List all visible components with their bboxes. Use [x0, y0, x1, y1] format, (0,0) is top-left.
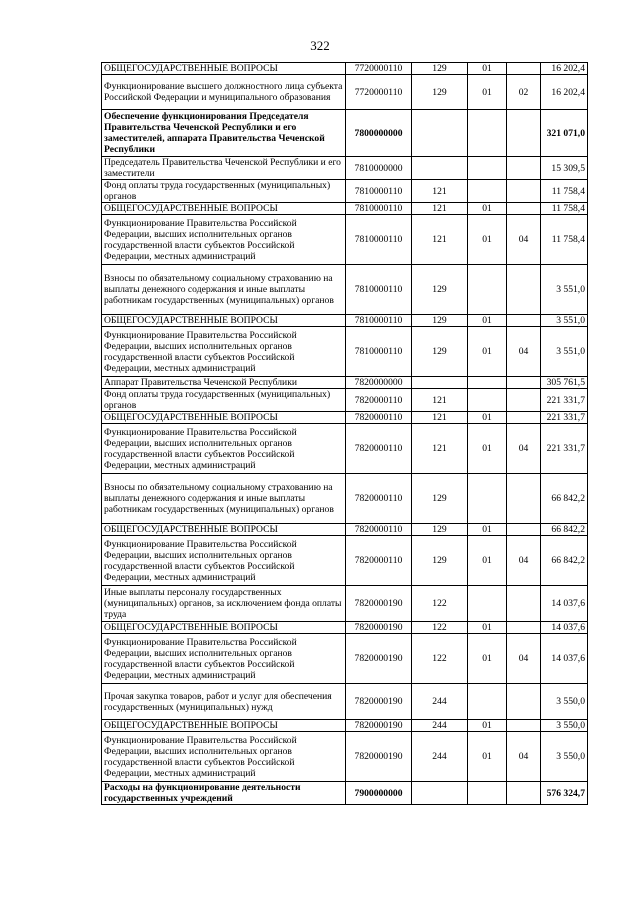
row-code: 7720000110: [346, 75, 412, 110]
row-vr: 244: [412, 684, 468, 720]
row-pr: 04: [507, 732, 541, 782]
row-code: 7820000000: [346, 377, 412, 389]
row-sum: 3 551,0: [541, 265, 588, 315]
row-rz: 01: [468, 315, 507, 327]
row-rz: [468, 265, 507, 315]
row-code: 7810000110: [346, 265, 412, 315]
row-sum: 14 037,6: [541, 622, 588, 634]
table-row: [102, 157, 588, 180]
row-pr: [507, 586, 541, 622]
row-vr: 129: [412, 63, 468, 75]
table-row: [102, 110, 588, 157]
table-row: [102, 203, 588, 215]
row-code: 7820000190: [346, 732, 412, 782]
row-rz: 01: [468, 203, 507, 215]
row-rz: 01: [468, 536, 507, 586]
row-sum: 321 071,0: [541, 110, 588, 157]
row-rz: [468, 684, 507, 720]
row-name: Аппарат Правительства Чеченской Республики: [102, 377, 346, 389]
row-name: ОБЩЕГОСУДАРСТВЕННЫЕ ВОПРОСЫ: [102, 203, 346, 215]
row-pr: [507, 720, 541, 732]
page-number: 322: [310, 38, 330, 53]
row-rz: 01: [468, 424, 507, 474]
row-pr: [507, 265, 541, 315]
row-sum: 3 550,0: [541, 720, 588, 732]
row-code: 7820000190: [346, 622, 412, 634]
row-pr: [507, 110, 541, 157]
row-pr: [507, 315, 541, 327]
row-sum: 15 309,5: [541, 157, 588, 180]
row-name: Функционирование Правительства Российской Федерации, высших исполнительных органов государственной власти субъектов Российской Федерации, местных администраций: [102, 424, 346, 474]
table-row: [102, 412, 588, 424]
row-sum: 3 551,0: [541, 327, 588, 377]
table-row: [102, 180, 588, 203]
row-code: 7810000110: [346, 327, 412, 377]
row-name: ОБЩЕГОСУДАРСТВЕННЫЕ ВОПРОСЫ: [102, 524, 346, 536]
row-code: 7720000110: [346, 63, 412, 75]
row-pr: [507, 474, 541, 524]
row-name: Взносы по обязательному социальному страхованию на выплаты денежного содержания и иные выплаты работникам государственных (муниципальных) органов: [102, 474, 346, 524]
row-name: Функционирование Правительства Российской Федерации, высших исполнительных органов государственной власти субъектов Российской Федерации, местных администраций: [102, 536, 346, 586]
row-rz: 01: [468, 720, 507, 732]
row-code: 7810000000: [346, 157, 412, 180]
row-name: Функционирование Правительства Российской Федерации, высших исполнительных органов государственной власти субъектов Российской Федерации, местных администраций: [102, 215, 346, 265]
row-rz: [468, 377, 507, 389]
table-row: [102, 536, 588, 586]
row-rz: [468, 157, 507, 180]
row-pr: 04: [507, 634, 541, 684]
row-name: ОБЩЕГОСУДАРСТВЕННЫЕ ВОПРОСЫ: [102, 412, 346, 424]
row-name: Функционирование Правительства Российской Федерации, высших исполнительных органов государственной власти субъектов Российской Федерации, местных администраций: [102, 732, 346, 782]
row-pr: [507, 157, 541, 180]
table-row: [102, 315, 588, 327]
row-name: Обеспечение функционирования Председателя Правительства Чеченской Республики и его заместителей, аппарата Правительства Чеченской Республики: [102, 110, 346, 157]
table-row: [102, 684, 588, 720]
row-rz: [468, 180, 507, 203]
row-name: Иные выплаты персоналу государственных (муниципальных) органов, за исключением фонда оплаты труда: [102, 586, 346, 622]
table-row: [102, 327, 588, 377]
row-pr: 02: [507, 75, 541, 110]
row-pr: [507, 412, 541, 424]
row-rz: [468, 110, 507, 157]
row-sum: 14 037,6: [541, 586, 588, 622]
row-vr: 244: [412, 732, 468, 782]
row-vr: [412, 377, 468, 389]
row-pr: [507, 63, 541, 75]
table-row: [102, 634, 588, 684]
row-sum: 305 761,5: [541, 377, 588, 389]
row-code: 7820000110: [346, 412, 412, 424]
row-vr: 129: [412, 474, 468, 524]
row-pr: [507, 203, 541, 215]
row-pr: [507, 389, 541, 412]
row-code: 7820000190: [346, 684, 412, 720]
row-code: 7820000190: [346, 720, 412, 732]
row-code: 7810000110: [346, 203, 412, 215]
row-code: 7820000190: [346, 634, 412, 684]
row-code: 7810000110: [346, 180, 412, 203]
table-row: [102, 75, 588, 110]
row-vr: 129: [412, 327, 468, 377]
row-name: Фонд оплаты труда государственных (муниципальных) органов: [102, 389, 346, 412]
row-pr: 04: [507, 424, 541, 474]
row-vr: 122: [412, 586, 468, 622]
row-sum: 3 551,0: [541, 315, 588, 327]
row-vr: 129: [412, 315, 468, 327]
row-pr: [507, 180, 541, 203]
row-vr: 129: [412, 75, 468, 110]
row-code: 7820000110: [346, 389, 412, 412]
row-name: Расходы на функционирование деятельности государственных учреждений: [102, 782, 346, 805]
row-sum: 221 331,7: [541, 389, 588, 412]
table-row: [102, 732, 588, 782]
row-sum: 16 202,4: [541, 63, 588, 75]
row-rz: [468, 389, 507, 412]
row-vr: 121: [412, 180, 468, 203]
table-row: [102, 474, 588, 524]
table-row: [102, 424, 588, 474]
row-code: 7820000110: [346, 536, 412, 586]
row-name: Прочая закупка товаров, работ и услуг для обеспечения государственных (муниципальных) нужд: [102, 684, 346, 720]
row-sum: 11 758,4: [541, 180, 588, 203]
row-vr: 121: [412, 215, 468, 265]
table-row: [102, 586, 588, 622]
row-code: 7820000110: [346, 524, 412, 536]
row-sum: 66 842,2: [541, 536, 588, 586]
row-rz: 01: [468, 524, 507, 536]
row-vr: 122: [412, 622, 468, 634]
row-pr: [507, 782, 541, 805]
row-code: 7800000000: [346, 110, 412, 157]
table-row: [102, 215, 588, 265]
row-pr: [507, 622, 541, 634]
row-name: ОБЩЕГОСУДАРСТВЕННЫЕ ВОПРОСЫ: [102, 315, 346, 327]
row-pr: [507, 684, 541, 720]
row-name: ОБЩЕГОСУДАРСТВЕННЫЕ ВОПРОСЫ: [102, 63, 346, 75]
table-row: [102, 265, 588, 315]
row-rz: 01: [468, 622, 507, 634]
row-sum: 11 758,4: [541, 215, 588, 265]
row-sum: 221 331,7: [541, 412, 588, 424]
table-row: [102, 377, 588, 389]
row-vr: [412, 110, 468, 157]
row-vr: [412, 157, 468, 180]
row-rz: 01: [468, 732, 507, 782]
row-name: Председатель Правительства Чеченской Республики и его заместители: [102, 157, 346, 180]
row-code: 7820000110: [346, 474, 412, 524]
row-code: 7820000190: [346, 586, 412, 622]
row-rz: 01: [468, 215, 507, 265]
row-vr: 129: [412, 536, 468, 586]
row-sum: 66 842,2: [541, 524, 588, 536]
row-rz: [468, 782, 507, 805]
row-sum: 3 550,0: [541, 684, 588, 720]
row-vr: 121: [412, 389, 468, 412]
row-sum: 66 842,2: [541, 474, 588, 524]
row-code: 7900000000: [346, 782, 412, 805]
row-rz: 01: [468, 634, 507, 684]
budget-table-body: [102, 63, 588, 805]
row-name: ОБЩЕГОСУДАРСТВЕННЫЕ ВОПРОСЫ: [102, 720, 346, 732]
table-row: [102, 389, 588, 412]
row-name: Взносы по обязательному социальному страхованию на выплаты денежного содержания и иные выплаты работникам государственных (муниципальных) органов: [102, 265, 346, 315]
row-sum: 3 550,0: [541, 732, 588, 782]
budget-table: [101, 62, 588, 805]
row-sum: 221 331,7: [541, 424, 588, 474]
row-code: 7810000110: [346, 215, 412, 265]
row-vr: 129: [412, 524, 468, 536]
row-vr: [412, 782, 468, 805]
row-name: Функционирование высшего должностного лица субъекта Российской Федерации и муниципального образования: [102, 75, 346, 110]
row-pr: [507, 377, 541, 389]
row-name: Фонд оплаты труда государственных (муниципальных) органов: [102, 180, 346, 203]
row-rz: 01: [468, 412, 507, 424]
table-row: [102, 524, 588, 536]
table-row: [102, 622, 588, 634]
table-row: [102, 63, 588, 75]
row-name: Функционирование Правительства Российской Федерации, высших исполнительных органов государственной власти субъектов Российской Федерации, местных администраций: [102, 634, 346, 684]
table-row: [102, 720, 588, 732]
row-rz: 01: [468, 327, 507, 377]
row-name: Функционирование Правительства Российской Федерации, высших исполнительных органов государственной власти субъектов Российской Федерации, местных администраций: [102, 327, 346, 377]
row-vr: 121: [412, 424, 468, 474]
row-pr: 04: [507, 215, 541, 265]
row-name: ОБЩЕГОСУДАРСТВЕННЫЕ ВОПРОСЫ: [102, 622, 346, 634]
row-vr: 244: [412, 720, 468, 732]
row-code: 7810000110: [346, 315, 412, 327]
row-sum: 576 324,7: [541, 782, 588, 805]
row-rz: 01: [468, 63, 507, 75]
table-row: [102, 782, 588, 805]
row-code: 7820000110: [346, 424, 412, 474]
row-pr: 04: [507, 536, 541, 586]
row-sum: 16 202,4: [541, 75, 588, 110]
row-sum: 14 037,6: [541, 634, 588, 684]
row-rz: [468, 474, 507, 524]
row-pr: 04: [507, 327, 541, 377]
row-sum: 11 758,4: [541, 203, 588, 215]
row-pr: [507, 524, 541, 536]
row-vr: 121: [412, 203, 468, 215]
row-rz: 01: [468, 75, 507, 110]
row-rz: [468, 586, 507, 622]
row-vr: 129: [412, 265, 468, 315]
row-vr: 122: [412, 634, 468, 684]
row-vr: 121: [412, 412, 468, 424]
